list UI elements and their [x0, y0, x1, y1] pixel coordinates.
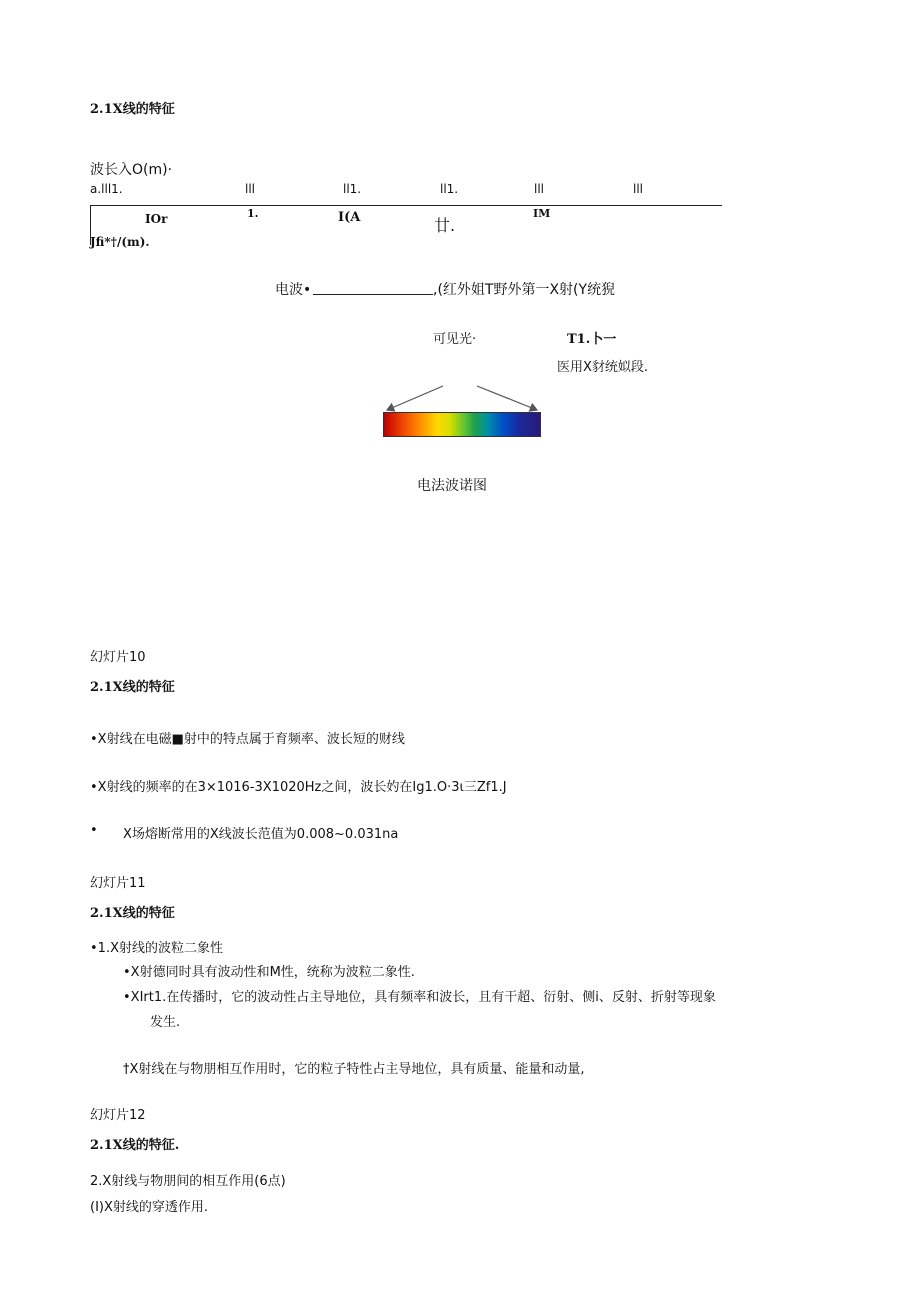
freq-tick-label: IOr [145, 212, 168, 226]
diagram-caption: 电法波诺图 [417, 478, 487, 494]
arrow-left [387, 386, 443, 410]
slide-title: 2.1X线的特征. [90, 1138, 180, 1153]
slide-label: 幻灯片10 [90, 650, 146, 665]
visible-spectrum-bar [383, 412, 541, 437]
sub-bullet: •X射德同时具有波动性和M性，统称为波粒二象性. [123, 965, 415, 980]
scale-tick-label: lll [534, 182, 545, 196]
bullet-item: •X射线的频率的在3×1016-3X1020Hz之间，波长妁在Ig1.O·3ι三Zf1.J [90, 780, 507, 795]
sub-bullet: †X射线在与物朋相互作用时，它的粒子特性占主导地位，具有质量、能量和动量, [123, 1062, 585, 1077]
band-underline [313, 294, 433, 295]
sub-bullet: •XIrt1.在传播时，它的波动性占主导地位，具有频率和波长，且有干超、衍射、侧i、反射、折射等现象 [123, 990, 716, 1005]
arrow-right [477, 386, 537, 410]
bullet-item: X场熔断常用的X线波长范值为0.008~0.031na [123, 827, 399, 842]
freq-tick-label: 1. [247, 207, 259, 220]
wavelength-axis-label: 波长入O(m)· [90, 162, 173, 178]
scale-tick-label: lll [633, 182, 644, 196]
band-label-radio: 电波• [275, 282, 312, 298]
bullet-item: •X射线在电磁■射中的特点属于育频率、波长短的财线 [90, 732, 405, 747]
band-label-right: ,(红外姐T野外第一X射(Y统猊 [433, 282, 616, 298]
body-line: (I)X射线的穿透作用. [90, 1200, 209, 1215]
bullet-marker: • [90, 823, 98, 838]
medical-xray-band-label: 医用X豺统姒段. [557, 360, 649, 375]
axis-line [90, 205, 722, 206]
freq-tick-label: 廿. [434, 216, 456, 235]
slide-label: 幻灯片12 [90, 1108, 146, 1123]
freq-tick-label: I(A [338, 210, 361, 225]
slide-title: 2.1X线的特征 [90, 906, 175, 921]
t1-label: T1.卜一 [567, 332, 617, 347]
scale-tick-label: ll1. [440, 182, 459, 196]
slide-heading: •1.X射线的波粒二象性 [90, 941, 223, 956]
scale-tick-label: ll1. [343, 182, 362, 196]
spectrum-arrows [375, 380, 555, 416]
sub-bullet-continuation: 发生. [150, 1015, 181, 1030]
freq-tick-label: IM [533, 207, 551, 220]
diagram-section-title: 2.1X线的特征 [90, 102, 175, 117]
slide-title: 2.1X线的特征 [90, 680, 175, 695]
frequency-axis-label: Jfi*†/(m). [90, 235, 150, 249]
body-line: 2.X射线与物朋间的相互作用(6点) [90, 1174, 286, 1189]
visible-light-label: 可见光· [433, 332, 477, 347]
slide-label: 幻灯片11 [90, 876, 146, 891]
scale-tick-label: lll [245, 182, 256, 196]
scale-tick-label: a.lll1. [90, 182, 123, 196]
